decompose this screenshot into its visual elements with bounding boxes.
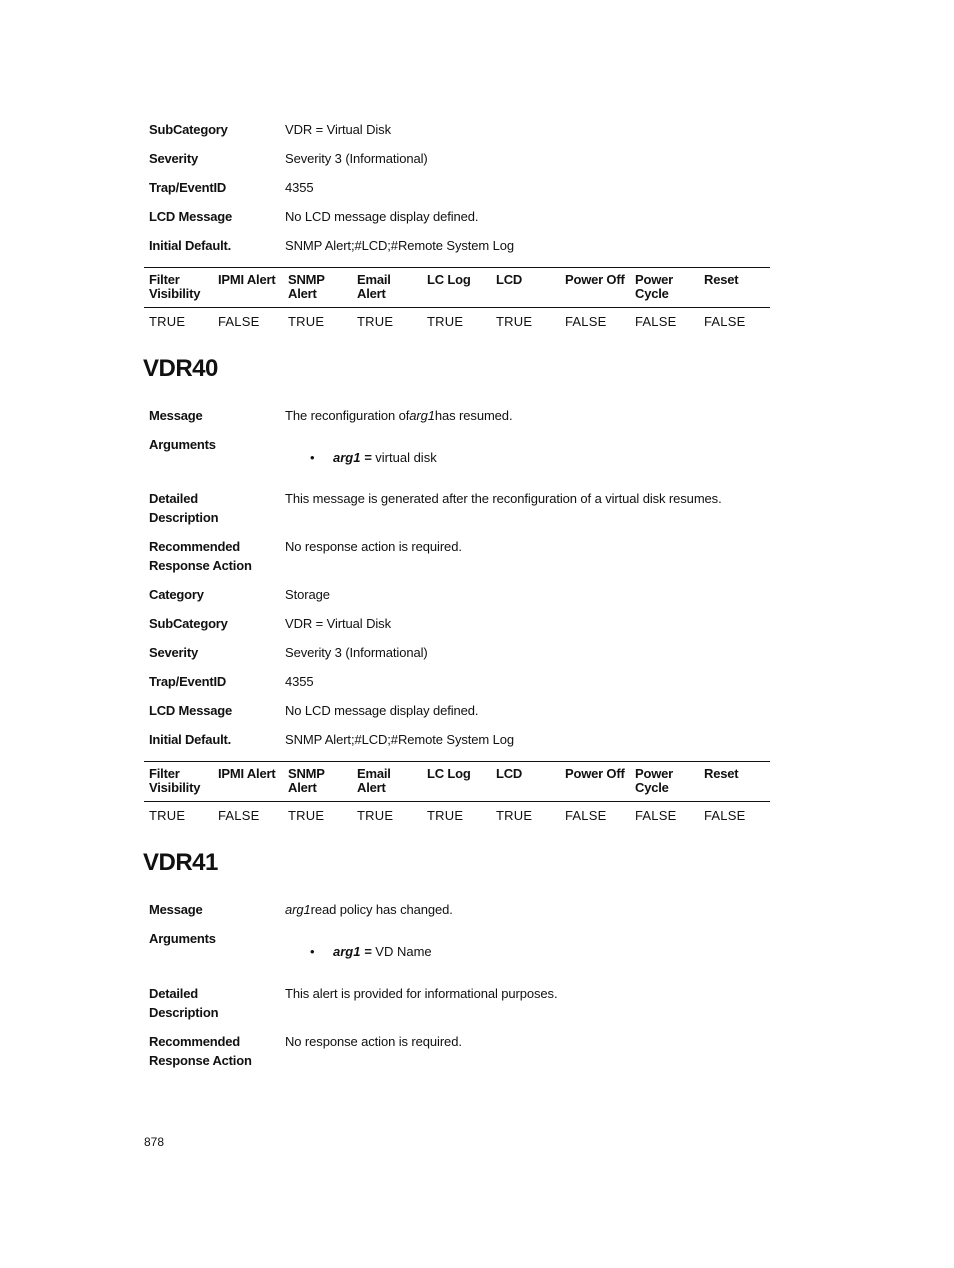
property-label: LCD Message <box>149 703 233 718</box>
property-label: Severity <box>149 151 198 166</box>
section-heading-vdr41: VDR41 <box>143 849 218 876</box>
property-label: LCD Message <box>149 209 233 224</box>
arguments-label: Arguments <box>149 931 216 946</box>
table-value-cell: TRUE <box>357 314 394 329</box>
table-header-rule <box>144 307 770 308</box>
argument-text: arg1 = virtual disk <box>333 450 437 465</box>
property-value: Severity 3 (Informational) <box>285 151 428 166</box>
property-label: Initial Default. <box>149 238 232 253</box>
property-label: Trap/EventID <box>149 674 227 689</box>
property-label: Category <box>149 587 204 602</box>
table-header-rule <box>144 801 770 802</box>
property-value: SNMP Alert;#LCD;#Remote System Log <box>285 238 515 253</box>
recommended-action-label: Recommended Response Action <box>149 539 252 573</box>
table-header-cell: Email Alert <box>357 272 391 301</box>
detailed-description-label: Detailed Description <box>149 986 219 1020</box>
recommended-action-value: No response action is required. <box>285 539 462 554</box>
property-label: Initial Default. <box>149 732 232 747</box>
table-header-cell: SNMP Alert <box>288 272 325 301</box>
table-header-cell: Email Alert <box>357 766 391 795</box>
table-value-cell: FALSE <box>704 314 746 329</box>
table-header-cell: IPMI Alert <box>218 272 276 287</box>
table-value-cell: TRUE <box>149 808 186 823</box>
table-value-cell: TRUE <box>288 808 325 823</box>
property-value: Storage <box>285 587 330 602</box>
table-value-cell: TRUE <box>427 808 464 823</box>
argument-text: arg1 = VD Name <box>333 944 432 959</box>
table-value-cell: FALSE <box>704 808 746 823</box>
table-header-cell: LCD <box>496 766 523 781</box>
property-label: SubCategory <box>149 122 228 137</box>
table-header-cell: LC Log <box>427 766 471 781</box>
table-value-cell: FALSE <box>565 314 607 329</box>
detailed-description-value: This alert is provided for informational purposes. <box>285 986 558 1001</box>
table-value-cell: TRUE <box>149 314 186 329</box>
table-value-cell: TRUE <box>357 808 394 823</box>
message-label: Message <box>149 902 203 917</box>
table-value-cell: TRUE <box>496 808 533 823</box>
property-value: 4355 <box>285 180 314 195</box>
table-value-cell: FALSE <box>218 314 260 329</box>
property-value: No LCD message display defined. <box>285 209 479 224</box>
page-number: 878 <box>144 1135 165 1149</box>
property-label: SubCategory <box>149 616 228 631</box>
detailed-description-value: This message is generated after the reconfiguration of a virtual disk resumes. <box>285 491 722 506</box>
table-value-cell: TRUE <box>496 314 533 329</box>
table-value-cell: TRUE <box>427 314 464 329</box>
section-heading-vdr40: VDR40 <box>143 355 218 382</box>
property-label: Trap/EventID <box>149 180 227 195</box>
message-label: Message <box>149 408 203 423</box>
bullet-icon: • <box>310 450 315 465</box>
bullet-icon: • <box>310 944 315 959</box>
table-header-cell: Power Cycle <box>635 766 674 795</box>
message-value: arg1read policy has changed. <box>285 902 453 917</box>
table-header-cell: Filter Visibility <box>149 766 201 795</box>
message-value: The reconfiguration ofarg1has resumed. <box>285 408 513 423</box>
table-value-cell: TRUE <box>288 314 325 329</box>
table-value-cell: FALSE <box>635 808 677 823</box>
property-value: Severity 3 (Informational) <box>285 645 428 660</box>
property-value: VDR = Virtual Disk <box>285 122 391 137</box>
table-header-cell: IPMI Alert <box>218 766 276 781</box>
table-header-cell: SNMP Alert <box>288 766 325 795</box>
arguments-label: Arguments <box>149 437 216 452</box>
table-header-cell: Reset <box>704 272 739 287</box>
table-value-cell: FALSE <box>635 314 677 329</box>
property-label: Severity <box>149 645 198 660</box>
table-header-cell: LC Log <box>427 272 471 287</box>
recommended-action-value: No response action is required. <box>285 1034 462 1049</box>
table-value-cell: FALSE <box>565 808 607 823</box>
property-value: SNMP Alert;#LCD;#Remote System Log <box>285 732 515 747</box>
detailed-description-label: Detailed Description <box>149 491 219 525</box>
table-header-cell: Power Off <box>565 272 625 287</box>
table-header-cell: Power Off <box>565 766 625 781</box>
property-value: 4355 <box>285 674 314 689</box>
table-top-rule <box>144 761 770 762</box>
property-value: No LCD message display defined. <box>285 703 479 718</box>
recommended-action-label: Recommended Response Action <box>149 1034 252 1068</box>
table-header-cell: Power Cycle <box>635 272 674 301</box>
filter-table <box>144 267 770 339</box>
property-value: VDR = Virtual Disk <box>285 616 391 631</box>
table-header-cell: Reset <box>704 766 739 781</box>
table-header-cell: Filter Visibility <box>149 272 201 301</box>
table-top-rule <box>144 267 770 268</box>
filter-table <box>144 761 770 833</box>
table-value-cell: FALSE <box>218 808 260 823</box>
table-header-cell: LCD <box>496 272 523 287</box>
